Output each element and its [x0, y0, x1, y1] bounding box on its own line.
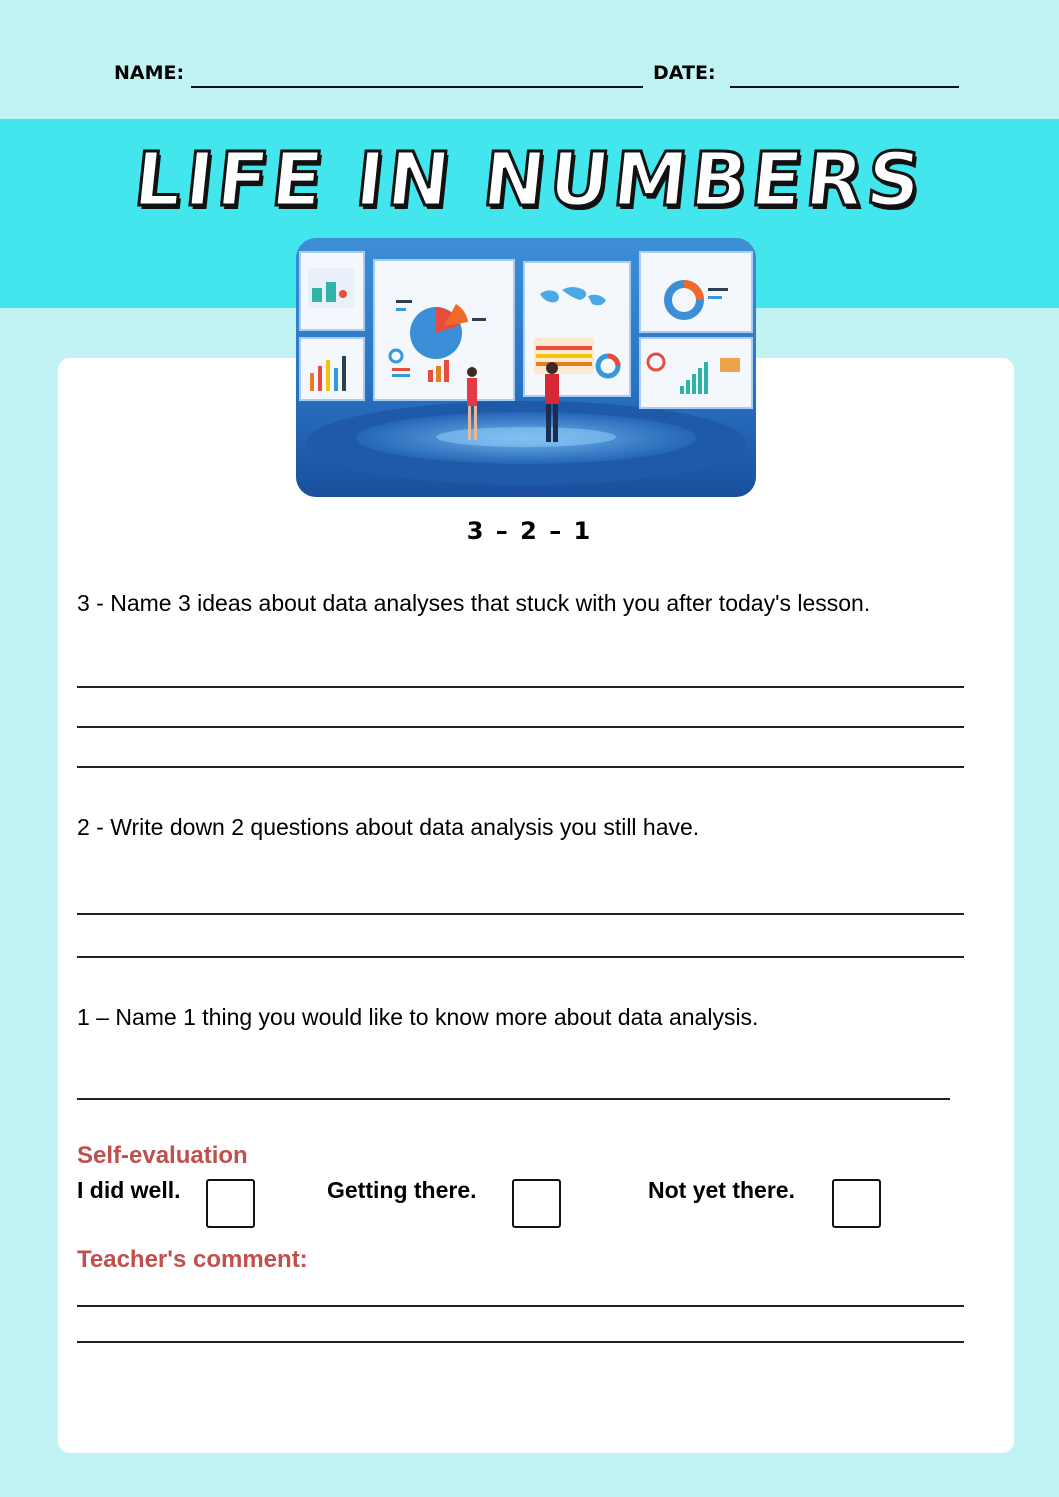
data-dashboard-illustration	[296, 238, 756, 497]
comment-line[interactable]	[77, 1341, 964, 1343]
answer-line[interactable]	[77, 686, 964, 688]
date-label: DATE:	[653, 62, 716, 84]
question-2: 2 - Write down 2 questions about data analysis you still have.	[77, 814, 700, 840]
question-3: 3 - Name 3 ideas about data analyses that stuck with you after today's lesson.	[77, 590, 871, 616]
section-subtitle: 3 – 2 – 1	[466, 517, 593, 545]
option-label-not-yet-there: Not yet there.	[648, 1177, 795, 1203]
answer-line[interactable]	[77, 766, 964, 768]
name-label: NAME:	[114, 62, 185, 84]
answer-line[interactable]	[77, 1098, 950, 1100]
date-field-line[interactable]	[730, 86, 959, 88]
checkbox-not-yet-there[interactable]	[832, 1179, 881, 1228]
question-1: 1 – Name 1 thing you would like to know more about data analysis.	[77, 1004, 759, 1030]
page-title: LIFE IN NUMBERS	[130, 137, 929, 223]
checkbox-getting-there[interactable]	[512, 1179, 561, 1228]
name-field-line[interactable]	[191, 86, 643, 88]
option-label-did-well: I did well.	[77, 1177, 181, 1203]
checkbox-did-well[interactable]	[206, 1179, 255, 1228]
self-evaluation-heading: Self-evaluation	[77, 1142, 248, 1169]
answer-line[interactable]	[77, 726, 964, 728]
option-label-getting-there: Getting there.	[327, 1177, 477, 1203]
comment-line[interactable]	[77, 1305, 964, 1307]
answer-line[interactable]	[77, 956, 964, 958]
answer-line[interactable]	[77, 913, 964, 915]
teacher-comment-heading: Teacher's comment:	[77, 1246, 308, 1273]
